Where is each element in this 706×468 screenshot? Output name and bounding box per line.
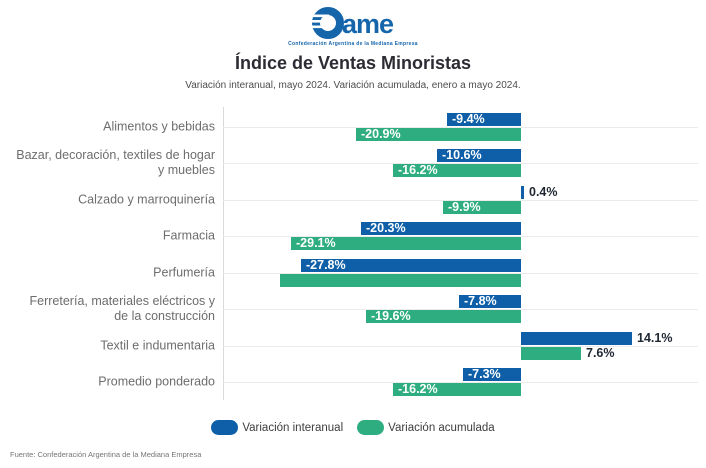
came-logo-wordmark: ame bbox=[342, 9, 394, 39]
page-title: Índice de Ventas Minoristas bbox=[234, 53, 472, 73]
legend-label-interanual: Variación interanual bbox=[242, 421, 344, 434]
came-logo-subtext: Confederación Argentina de la Mediana Empresa bbox=[288, 41, 418, 47]
bar-interanual bbox=[437, 149, 521, 162]
bar-acumulada-value: 7.6% bbox=[586, 346, 615, 360]
bar-interanual-value: -7.8% bbox=[464, 294, 497, 308]
bar-acumulada-value: -29.1% bbox=[296, 236, 336, 250]
bar-interanual-value: -9.4% bbox=[452, 112, 485, 126]
bar-acumulada bbox=[280, 274, 521, 287]
bar-interanual-value: 14.1% bbox=[637, 331, 673, 345]
bar-acumulada-value: -19.6% bbox=[371, 309, 411, 323]
source-note: Fuente: Confederación Argentina de la Mediana Empresa bbox=[10, 450, 202, 459]
row-gridline bbox=[223, 346, 698, 347]
bar-interanual bbox=[521, 186, 524, 199]
bar-interanual bbox=[521, 332, 632, 345]
bar-interanual-value: -20.3% bbox=[366, 221, 406, 235]
page-subtitle: Variación interanual, mayo 2024. Variación acumulada, enero a mayo 2024. bbox=[185, 80, 521, 91]
bar-acumulada bbox=[366, 310, 521, 323]
category-label: Farmacia bbox=[162, 228, 215, 243]
bar-interanual bbox=[447, 113, 521, 126]
bar-interanual bbox=[463, 368, 521, 381]
bar-acumulada-value: -16.2% bbox=[398, 382, 438, 396]
bar-interanual-value: -7.3% bbox=[468, 367, 501, 381]
bar-interanual bbox=[361, 222, 521, 235]
bar-interanual-value: -10.6% bbox=[442, 148, 482, 162]
category-label: Alimentos y bebidas bbox=[103, 119, 215, 134]
legend bbox=[0, 420, 706, 435]
legend-label-acumulada: Variación acumulada bbox=[388, 421, 495, 434]
bar-interanual-value: -27.8% bbox=[306, 258, 346, 272]
category-label: Calzado y marroquinería bbox=[78, 192, 215, 207]
bar-acumulada bbox=[393, 383, 521, 396]
legend-swatch-interanual bbox=[211, 420, 238, 435]
category-label: Bazar, decoración, textiles de hogar y muebles bbox=[16, 148, 215, 177]
legend-swatch-acumulada bbox=[357, 420, 384, 435]
category-label: Perfumería bbox=[153, 265, 215, 280]
bar-acumulada bbox=[356, 128, 521, 141]
bar-acumulada-value: -20.9% bbox=[361, 127, 401, 141]
category-label: Textil e indumentaria bbox=[100, 338, 215, 353]
bar-acumulada bbox=[291, 237, 521, 250]
legend-item-acumulada bbox=[357, 420, 495, 435]
category-axis-line bbox=[223, 107, 224, 400]
bar-acumulada bbox=[393, 164, 521, 177]
bar-interanual bbox=[301, 259, 521, 272]
bar-acumulada-value: -16.2% bbox=[398, 163, 438, 177]
bar-acumulada bbox=[521, 347, 581, 360]
bar-interanual-value: 0.4% bbox=[529, 185, 558, 199]
bar-interanual bbox=[459, 295, 521, 308]
category-label: Promedio ponderado bbox=[98, 374, 215, 389]
legend-item-interanual bbox=[211, 420, 343, 435]
category-label: Ferretería, materiales eléctricos y de la construcción bbox=[29, 294, 215, 323]
bar-acumulada-value: -9.9% bbox=[448, 200, 481, 214]
bar-acumulada bbox=[443, 201, 521, 214]
